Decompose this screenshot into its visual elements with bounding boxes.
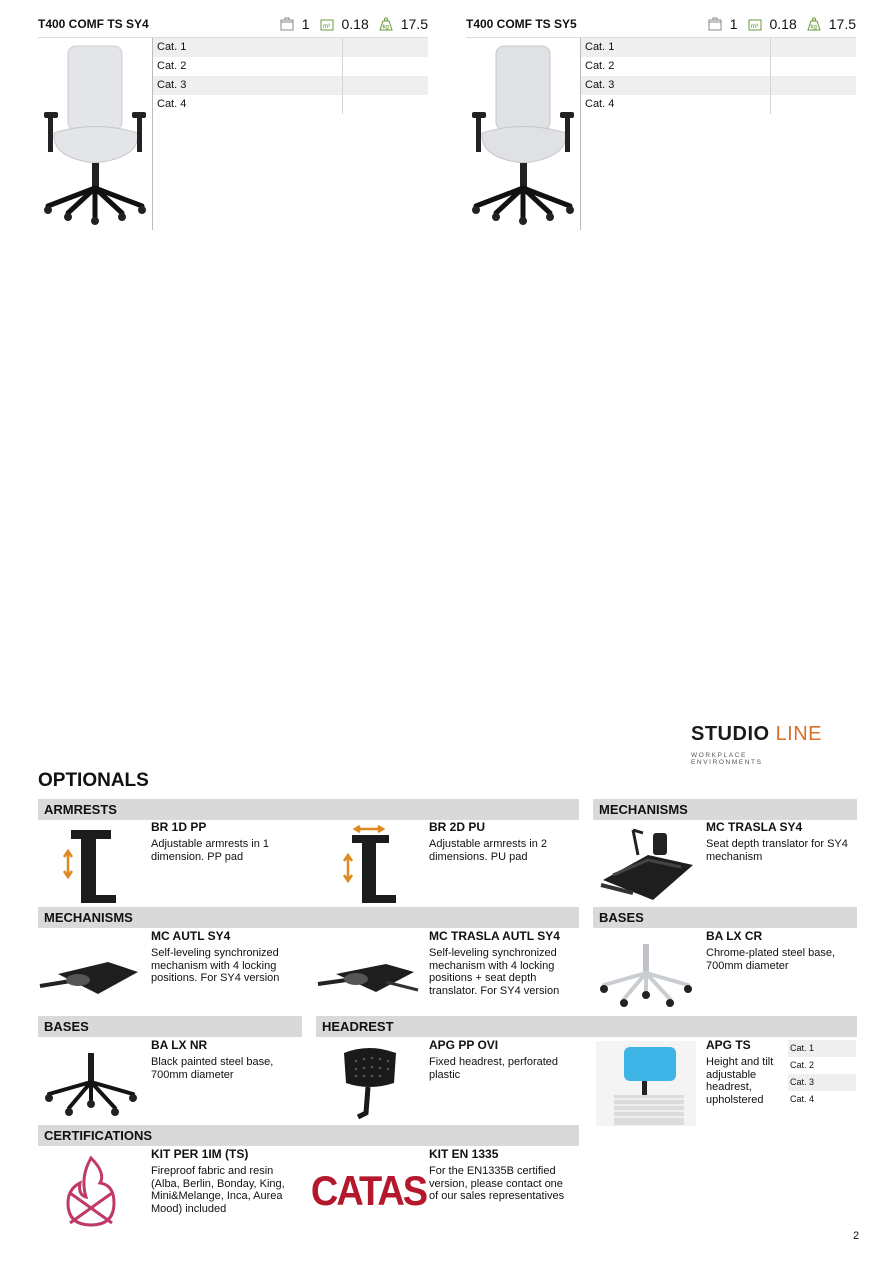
optionals-title: OPTIONALS <box>38 770 149 791</box>
category-label: Cat. 2 <box>581 57 771 76</box>
volume-icon-label: m³ <box>322 24 330 30</box>
volume-metric <box>320 16 369 32</box>
armrest-2d-image <box>316 820 421 910</box>
option-description: Seat depth translator for SY4 mechanism <box>706 838 848 863</box>
option-code: MC AUTL SY4 <box>151 929 231 943</box>
logo-tagline: WORKPLACE ENVIRONMENTS <box>691 752 763 766</box>
boxes-value: 1 <box>729 16 738 32</box>
section-bases: BASES <box>38 1016 302 1037</box>
volume-icon <box>320 17 334 31</box>
table-row <box>581 95 856 114</box>
catas-logo <box>310 1147 427 1237</box>
option-code: BR 1D PP <box>151 820 207 834</box>
table-row: Cat. 1 <box>788 1040 856 1057</box>
volume-value: 0.18 <box>341 16 369 32</box>
category-label: Cat. 4 <box>153 95 343 114</box>
box-icon <box>280 17 294 31</box>
option-code: KIT PER 1IM (TS) <box>151 1147 249 1161</box>
option-br-2d-pu <box>316 820 571 915</box>
category-label: Cat. 2 <box>153 57 343 76</box>
option-description: Height and tilt adjustable headrest, upholstered <box>706 1056 774 1106</box>
option-code: BA LX CR <box>706 929 763 943</box>
catas-logo-text: CATAS <box>310 1168 427 1215</box>
section-headrest: HEADREST <box>316 1016 857 1037</box>
option-code: BA LX NR <box>151 1038 208 1052</box>
option-kit-en-1335 <box>310 1147 571 1242</box>
product-header <box>466 10 856 38</box>
category-label: Cat. 3 <box>153 76 343 95</box>
section-bases: BASES <box>593 907 857 928</box>
weight-icon <box>807 17 821 31</box>
option-mc-trasla-sy4 <box>593 820 848 915</box>
table-row <box>581 38 856 57</box>
product-name: T400 COMF TS SY5 <box>466 17 577 31</box>
product-card-2 <box>466 10 856 230</box>
studioline-logo <box>691 722 823 766</box>
option-br-1d-pp <box>38 820 293 915</box>
option-code: APG PP OVI <box>429 1038 499 1052</box>
product-metrics <box>270 16 428 32</box>
volume-value: 0.18 <box>769 16 797 32</box>
logo-part-line: LINE <box>775 722 823 745</box>
product-name: T400 COMF TS SY4 <box>38 17 149 31</box>
table-row: Cat. 4 <box>790 1094 815 1104</box>
weight-icon <box>379 17 393 31</box>
volume-icon-label: m³ <box>750 24 758 30</box>
weight-value: 17.5 <box>828 16 856 32</box>
section-mechanisms: MECHANISMS <box>593 799 857 820</box>
table-row: Cat. 3 <box>788 1074 856 1091</box>
option-mc-autl-sy4 <box>38 929 293 1024</box>
option-mc-trasla-autl-sy4 <box>316 929 571 1024</box>
option-description: Fixed headrest, perforated plastic <box>429 1056 559 1081</box>
fireproof-icon <box>38 1147 143 1237</box>
table-row <box>153 38 428 57</box>
headrest-price-category-table <box>788 1040 856 1108</box>
category-label: Cat. 1 <box>581 38 771 57</box>
option-description: Fireproof fabric and resin (Alba, Berlin, Bonday, King, Mini&Melange, Inca, Aurea Mood) included <box>151 1165 285 1215</box>
price-category-table <box>153 38 428 230</box>
section-certifications: CERTIFICATIONS <box>38 1125 579 1146</box>
boxes-metric <box>280 16 310 32</box>
volume-icon <box>748 17 762 31</box>
weight-metric <box>379 16 428 32</box>
option-description: Chrome-plated steel base, 700mm diameter <box>706 947 836 972</box>
weight-icon-label: kg <box>810 24 817 31</box>
option-ba-lx-cr <box>593 929 848 1024</box>
category-label: Cat. 4 <box>581 95 771 114</box>
option-code: APG TS <box>706 1038 751 1052</box>
perforated-headrest-image <box>316 1038 421 1128</box>
product-header <box>38 10 428 38</box>
volume-metric <box>748 16 797 32</box>
option-code: MC TRASLA AUTL SY4 <box>429 929 560 943</box>
option-code: KIT EN 1335 <box>429 1147 499 1161</box>
weight-icon-label: kg <box>382 24 389 31</box>
office-chair-image <box>38 38 153 230</box>
boxes-metric <box>708 16 738 32</box>
option-apg-pp-ovi <box>316 1038 571 1133</box>
upholstered-headrest-image <box>593 1038 698 1128</box>
synchronized-translator-mechanism-image <box>316 929 421 1019</box>
option-code: MC TRASLA SY4 <box>706 820 803 834</box>
option-description: Adjustable armrests in 2 dimensions. PU pad <box>429 838 547 863</box>
weight-metric <box>807 16 856 32</box>
product-card-1 <box>38 10 428 230</box>
office-chair-image <box>466 38 581 230</box>
table-row <box>153 57 428 76</box>
option-description: For the EN1335B certified version, please contact one of our sales representatives <box>429 1165 565 1202</box>
page-number: 2 <box>853 1230 860 1242</box>
table-row <box>581 76 856 95</box>
price-category-table <box>581 38 856 230</box>
option-description: Self-leveling synchronized mechanism with 4 locking positions + seat depth translator. For SY4 version <box>429 947 560 997</box>
table-row: Cat. 2 <box>790 1060 815 1070</box>
option-ba-lx-nr <box>38 1038 293 1133</box>
chrome-base-image <box>593 929 698 1019</box>
seat-translator-mechanism-image <box>593 820 698 910</box>
weight-value: 17.5 <box>400 16 428 32</box>
option-apg-ts <box>593 1038 783 1133</box>
option-description: Self-leveling synchronized mechanism with 4 locking positions. For SY4 version <box>151 947 280 984</box>
logo-part-studio: STUDIO <box>691 722 770 745</box>
option-kit-per-1im <box>38 1147 293 1242</box>
category-label: Cat. 1 <box>153 38 343 57</box>
section-mechanisms: MECHANISMS <box>38 907 579 928</box>
category-label: Cat. 3 <box>581 76 771 95</box>
black-base-image <box>38 1038 143 1128</box>
option-description: Black painted steel base, 700mm diameter <box>151 1056 274 1081</box>
table-row <box>581 57 856 76</box>
box-icon <box>708 17 722 31</box>
synchronized-mechanism-image <box>38 929 143 1019</box>
option-description: Adjustable armrests in 1 dimension. PP pad <box>151 838 269 863</box>
boxes-value: 1 <box>301 16 310 32</box>
table-row <box>153 76 428 95</box>
armrest-1d-image <box>38 820 143 910</box>
product-metrics <box>698 16 856 32</box>
section-armrests: ARMRESTS <box>38 799 579 820</box>
option-code: BR 2D PU <box>429 820 486 834</box>
table-row <box>153 95 428 114</box>
